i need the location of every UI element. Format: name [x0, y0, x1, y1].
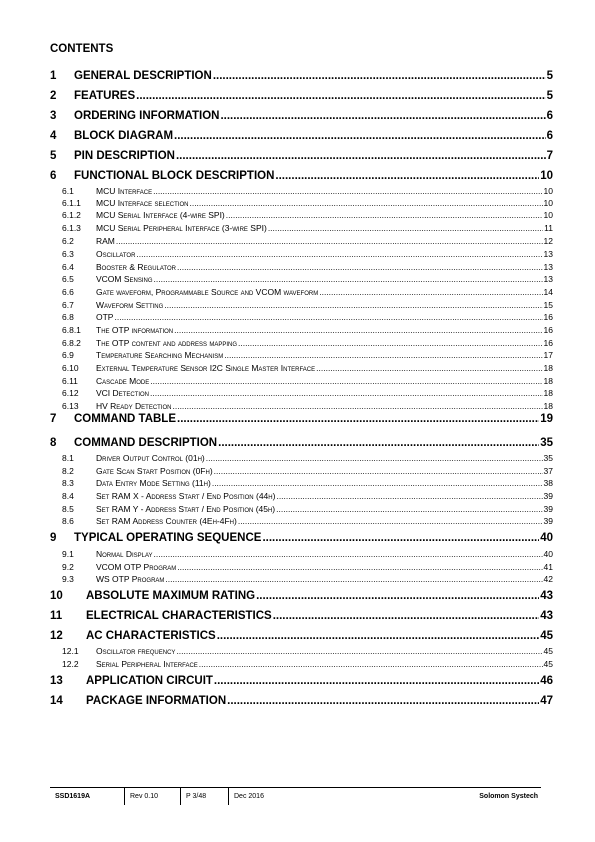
- toc-entry[interactable]: [62, 549, 553, 559]
- toc-entry[interactable]: [62, 325, 553, 335]
- toc-entry[interactable]: [50, 630, 553, 642]
- footer-company: Solomon Systech: [479, 793, 538, 800]
- toc-entry[interactable]: [62, 491, 553, 501]
- toc-entry-title: ELECTRICAL CHARACTERISTICS: [86, 610, 272, 622]
- toc-entry[interactable]: [62, 262, 553, 272]
- toc-entry[interactable]: [62, 236, 553, 246]
- toc-entry-title: Serial Peripheral Interface: [96, 659, 198, 669]
- toc-entry-number: 6.2: [62, 236, 74, 246]
- toc-entry-number: 6.8.2: [62, 338, 81, 348]
- toc-entry-title: VCOM OTP Program: [96, 562, 177, 572]
- toc-leader-dots: [226, 210, 543, 220]
- toc-entry[interactable]: [62, 210, 553, 220]
- footer-part-number: SSD1619A: [55, 793, 91, 800]
- toc-entry[interactable]: [50, 695, 553, 707]
- toc-entry[interactable]: [62, 504, 553, 514]
- toc-entry-number: 8.3: [62, 478, 74, 488]
- toc-entry-title: Oscillator frequency: [96, 646, 176, 656]
- toc-entry-title: PIN DESCRIPTION: [74, 150, 175, 162]
- toc-entry-title: ORDERING INFORMATION: [74, 110, 220, 122]
- toc-entry[interactable]: [50, 610, 553, 622]
- toc-entry[interactable]: [62, 223, 553, 233]
- toc-entry-number: 8: [50, 437, 57, 449]
- toc-entry[interactable]: [62, 388, 553, 398]
- toc-entry-title: The OTP information: [96, 325, 174, 335]
- toc-entry-page: 16: [543, 338, 553, 348]
- toc-entry-page: 6: [546, 110, 553, 122]
- toc-entry-number: 6.9: [62, 350, 74, 360]
- toc-entry-title: MCU Serial Interface (4-wire SPI): [96, 210, 225, 220]
- toc-entry-number: 9.2: [62, 562, 74, 572]
- toc-entry-title: Temperature Searching Mechanism: [96, 350, 224, 360]
- toc-entry[interactable]: [62, 198, 553, 208]
- toc-leader-dots: [114, 312, 542, 322]
- toc-entry-title: BLOCK DIAGRAM: [74, 130, 174, 142]
- toc-entry-number: 8.4: [62, 491, 74, 501]
- toc-entry[interactable]: [62, 338, 553, 348]
- toc-leader-dots: [176, 646, 542, 656]
- toc-entry-number: 1: [50, 70, 57, 82]
- toc-entry-page: 35: [540, 437, 553, 449]
- toc-leader-dots: [214, 675, 539, 687]
- toc-entry-number: 4: [50, 130, 57, 142]
- toc-entry-title: HV Ready Detection: [96, 401, 172, 411]
- toc-entry[interactable]: [62, 350, 553, 360]
- toc-entry-title: The OTP content and address mapping: [96, 338, 237, 348]
- toc-entry-number: 12.1: [62, 646, 79, 656]
- footer-date: Dec 2016: [228, 788, 294, 805]
- toc-entry-number: 5: [50, 150, 57, 162]
- toc-entry-page: 13: [543, 249, 553, 259]
- toc-entry-page: 35: [543, 453, 553, 463]
- toc-entry[interactable]: [62, 453, 553, 463]
- toc-entry-page: 46: [540, 675, 553, 687]
- toc-entry-number: 6.1.3: [62, 223, 81, 233]
- page-footer: [50, 787, 541, 805]
- toc-entry-page: 43: [540, 590, 553, 602]
- toc-leader-dots: [153, 186, 542, 196]
- toc-leader-dots: [172, 401, 542, 411]
- toc-entry[interactable]: [62, 287, 553, 297]
- toc-entry-page: 18: [543, 401, 553, 411]
- toc-leader-dots: [206, 453, 543, 463]
- toc-entry[interactable]: [50, 413, 553, 425]
- toc-leader-dots: [174, 130, 546, 142]
- toc-entry-page: 42: [543, 574, 553, 584]
- toc-leader-dots: [177, 262, 543, 272]
- toc-entry-page: 39: [543, 504, 553, 514]
- toc-leader-dots: [176, 150, 546, 162]
- toc-entry-title: MCU Interface selection: [96, 198, 189, 208]
- toc-leader-dots: [150, 376, 542, 386]
- toc-entry-number: 14: [50, 695, 63, 707]
- toc-entry-page: 45: [540, 630, 553, 642]
- toc-entry-number: 6.1.1: [62, 198, 81, 208]
- toc-leader-dots: [238, 338, 543, 348]
- toc-leader-dots: [275, 170, 539, 182]
- toc-entry-number: 8.1: [62, 453, 74, 463]
- toc-entry[interactable]: [62, 274, 553, 284]
- toc-leader-dots: [316, 363, 542, 373]
- toc-entry-page: 43: [540, 610, 553, 622]
- toc-entry[interactable]: [50, 90, 553, 102]
- toc-entry-number: 8.6: [62, 516, 74, 526]
- toc-entry[interactable]: [62, 249, 553, 259]
- toc-leader-dots: [220, 110, 545, 122]
- toc-entry-title: GENERAL DESCRIPTION: [74, 70, 212, 82]
- toc-entry-number: 2: [50, 90, 57, 102]
- toc-entry-page: 10: [543, 198, 553, 208]
- toc-entry-page: 39: [543, 491, 553, 501]
- toc-leader-dots: [273, 610, 539, 622]
- toc-entry-number: 12.2: [62, 659, 79, 669]
- toc-entry-title: Waveform Setting: [96, 300, 164, 310]
- toc-leader-dots: [164, 300, 542, 310]
- toc-entry-page: 13: [543, 262, 553, 272]
- toc-entry-number: 6.5: [62, 274, 74, 284]
- toc-entry-title: Oscillator: [96, 249, 136, 259]
- toc-entry-title: WS OTP Program: [96, 574, 165, 584]
- toc-entry-number: 6.12: [62, 388, 79, 398]
- toc-entry-number: 8.2: [62, 466, 74, 476]
- toc-leader-dots: [174, 325, 542, 335]
- toc-entry-title: Data Entry Mode Setting (11h): [96, 478, 211, 488]
- toc-leader-dots: [217, 630, 540, 642]
- toc-entry[interactable]: [50, 590, 553, 602]
- toc-entry-number: 6.1.2: [62, 210, 81, 220]
- toc-entry-page: 41: [543, 562, 553, 572]
- toc-entry[interactable]: [50, 70, 553, 82]
- toc-leader-dots: [177, 413, 539, 425]
- toc-leader-dots: [227, 695, 539, 707]
- toc-entry-title: APPLICATION CIRCUIT: [86, 675, 213, 687]
- toc-entry-number: 12: [50, 630, 63, 642]
- toc-entry-page: 14: [543, 287, 553, 297]
- toc-entry-page: 47: [540, 695, 553, 707]
- toc-leader-dots: [268, 223, 543, 233]
- toc-leader-dots: [224, 350, 542, 360]
- toc-entry-number: 11: [50, 610, 63, 622]
- toc-entry-title: FEATURES: [74, 90, 136, 102]
- toc-entry-page: 19: [540, 413, 553, 425]
- toc-entry-page: 45: [543, 646, 553, 656]
- toc-leader-dots: [256, 590, 539, 602]
- toc-leader-dots: [238, 516, 543, 526]
- toc-entry[interactable]: [62, 562, 553, 572]
- toc-entry-number: 6.8.1: [62, 325, 81, 335]
- toc-entry-page: 10: [540, 170, 553, 182]
- toc-entry[interactable]: [62, 478, 553, 488]
- toc-leader-dots: [165, 574, 542, 584]
- toc-entry-number: 13: [50, 675, 63, 687]
- toc-entry[interactable]: [62, 466, 553, 476]
- toc-entry[interactable]: [62, 376, 553, 386]
- page-title: CONTENTS: [50, 43, 114, 55]
- toc-entry-number: 7: [50, 413, 57, 425]
- toc-entry-title: RAM: [96, 236, 115, 246]
- toc-entry[interactable]: [50, 170, 553, 182]
- footer-revision: Rev 0.10: [124, 788, 182, 805]
- toc-entry-number: 6: [50, 170, 57, 182]
- toc-entry[interactable]: [62, 363, 553, 373]
- toc-entry-title: AC CHARACTERISTICS: [86, 630, 216, 642]
- toc-entry-number: 9.1: [62, 549, 74, 559]
- toc-entry-title: ABSOLUTE MAXIMUM RATING: [86, 590, 256, 602]
- toc-entry-title: Set RAM X - Address Start / End Position (44h): [96, 491, 276, 501]
- toc-leader-dots: [276, 491, 542, 501]
- toc-entry-number: 6.7: [62, 300, 74, 310]
- toc-entry-number: 6.11: [62, 376, 78, 386]
- toc-entry-number: 6.10: [62, 363, 79, 373]
- toc-entry-page: 45: [543, 659, 553, 669]
- toc-entry-page: 18: [543, 376, 553, 386]
- toc-leader-dots: [154, 549, 543, 559]
- toc-entry[interactable]: [50, 437, 553, 449]
- toc-entry[interactable]: [62, 516, 553, 526]
- toc-entry-title: MCU Interface: [96, 186, 153, 196]
- toc-entry-page: 5: [546, 70, 553, 82]
- toc-entry-number: 6.13: [62, 401, 79, 411]
- toc-leader-dots: [218, 437, 539, 449]
- toc-entry-number: 3: [50, 110, 57, 122]
- toc-entry-number: 8.5: [62, 504, 74, 514]
- toc-entry-page: 5: [546, 90, 553, 102]
- toc-leader-dots: [150, 388, 543, 398]
- toc-entry-title: Cascade Mode: [96, 376, 150, 386]
- toc-entry-page: 40: [543, 549, 553, 559]
- toc-entry[interactable]: [50, 532, 553, 544]
- toc-entry-number: 6.1: [62, 186, 74, 196]
- toc-entry-title: MCU Serial Peripheral Interface (3-wire SPI): [96, 223, 267, 233]
- toc-entry-page: 40: [540, 532, 553, 544]
- toc-entry-number: 6.3: [62, 249, 74, 259]
- toc-entry-title: TYPICAL OPERATING SEQUENCE: [74, 532, 262, 544]
- toc-entry-number: 9: [50, 532, 57, 544]
- toc-leader-dots: [213, 70, 546, 82]
- toc-entry[interactable]: [50, 675, 553, 687]
- toc-entry-title: Normal Display: [96, 549, 153, 559]
- toc-leader-dots: [154, 274, 543, 284]
- toc-leader-dots: [212, 478, 543, 488]
- toc-entry-title: OTP: [96, 312, 114, 322]
- toc-entry[interactable]: [62, 574, 553, 584]
- toc-entry[interactable]: [62, 401, 553, 411]
- toc-entry-number: 6.6: [62, 287, 74, 297]
- toc-entry-page: 38: [543, 478, 553, 488]
- toc-entry-title: Gate waveform, Programmable Source and VCOM waveform: [96, 287, 319, 297]
- toc-entry[interactable]: [62, 646, 553, 656]
- toc-entry-page: 18: [543, 388, 553, 398]
- toc-entry-title: Driver Output Control (01h): [96, 453, 205, 463]
- toc-leader-dots: [214, 466, 543, 476]
- toc-entry-page: 11: [544, 223, 553, 233]
- toc-entry[interactable]: [62, 312, 553, 322]
- toc-entry[interactable]: [50, 110, 553, 122]
- toc-entry-title: PACKAGE INFORMATION: [86, 695, 227, 707]
- toc-entry-title: FUNCTIONAL BLOCK DESCRIPTION: [74, 170, 275, 182]
- toc-entry-page: 7: [546, 150, 553, 162]
- toc-leader-dots: [199, 659, 543, 669]
- toc-entry-page: 10: [543, 210, 553, 220]
- toc-entry-page: 16: [543, 325, 553, 335]
- toc-leader-dots: [136, 249, 542, 259]
- toc-leader-dots: [262, 532, 539, 544]
- toc-entry-page: 18: [543, 363, 553, 373]
- toc-leader-dots: [177, 562, 542, 572]
- toc-entry-page: 17: [543, 350, 553, 360]
- toc-entry[interactable]: [62, 186, 553, 196]
- toc-entry[interactable]: [62, 300, 553, 310]
- toc-entry-title: COMMAND TABLE: [74, 413, 176, 425]
- toc-entry-number: 6.8: [62, 312, 74, 322]
- toc-leader-dots: [116, 236, 543, 246]
- toc-entry-page: 10: [543, 186, 553, 196]
- footer-page-number: P 3/48: [180, 788, 230, 805]
- toc-entry-title: Set RAM Address Counter (4Eh-4Fh): [96, 516, 237, 526]
- toc-entry-page: 12: [543, 236, 553, 246]
- toc-entry-title: COMMAND DESCRIPTION: [74, 437, 218, 449]
- toc-entry-page: 6: [546, 130, 553, 142]
- toc-leader-dots: [189, 198, 542, 208]
- toc-entry-title: VCI Detection: [96, 388, 150, 398]
- toc-entry-title: VCOM Sensing: [96, 274, 153, 284]
- toc-entry-page: 39: [543, 516, 553, 526]
- toc-entry[interactable]: [50, 130, 553, 142]
- toc-leader-dots: [276, 504, 542, 514]
- toc-entry-page: 37: [543, 466, 553, 476]
- toc-leader-dots: [136, 90, 545, 102]
- toc-entry-title: Booster & Regulator: [96, 262, 176, 272]
- toc-entry[interactable]: [62, 659, 553, 669]
- toc-entry-title: Set RAM Y - Address Start / End Position (45h): [96, 504, 276, 514]
- toc-entry-page: 16: [543, 312, 553, 322]
- toc-entry-title: External Temperature Sensor I2C Single Master Interface: [96, 363, 316, 373]
- toc-entry-title: Gate Scan Start Position (0Fh): [96, 466, 213, 476]
- toc-entry-number: 6.4: [62, 262, 74, 272]
- toc-leader-dots: [319, 287, 542, 297]
- toc-entry-page: 15: [543, 300, 553, 310]
- toc-entry-page: 13: [543, 274, 553, 284]
- toc-entry[interactable]: [50, 150, 553, 162]
- toc-entry-number: 10: [50, 590, 63, 602]
- toc-entry-number: 9.3: [62, 574, 74, 584]
